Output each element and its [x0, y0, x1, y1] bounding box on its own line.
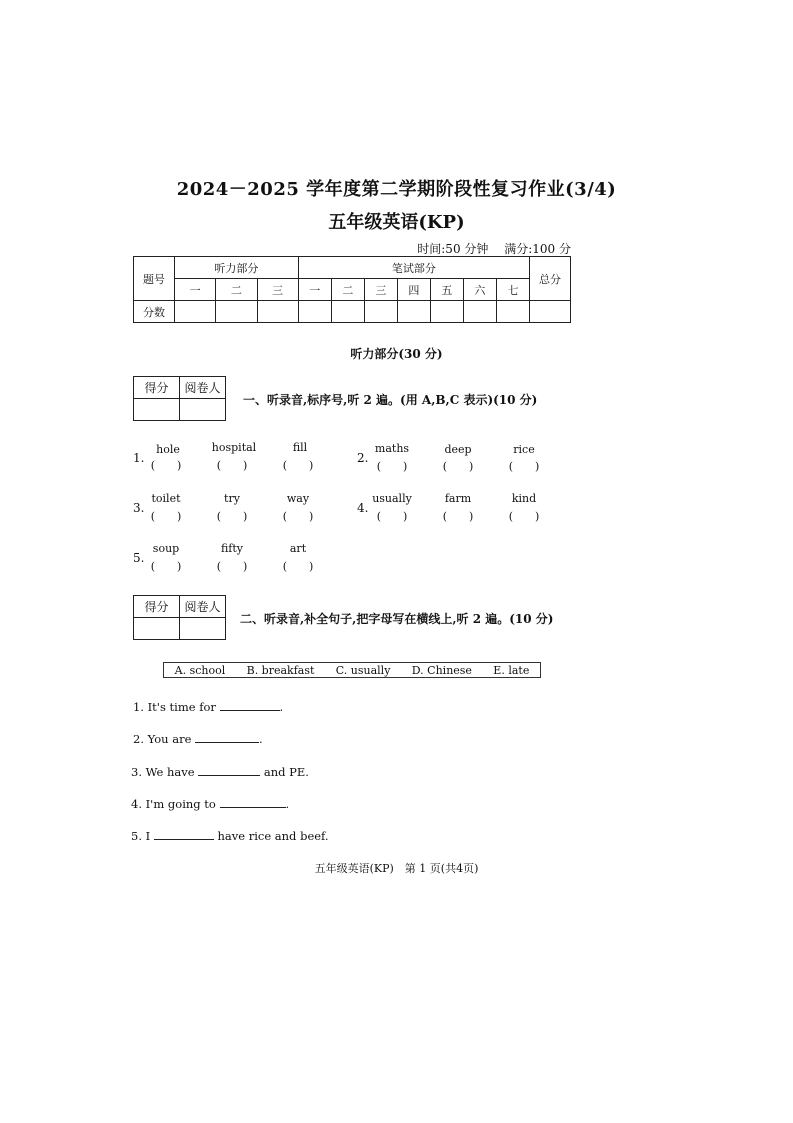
part1-title: 一、听录音,标序号,听 2 遍。(用 A,B,C 表示)(10 分): [243, 393, 538, 407]
page-subtitle: 五年级英语(KP): [328, 212, 465, 233]
answer-paren[interactable]: ( ): [150, 560, 182, 573]
option-c: C. usually: [335, 663, 391, 677]
sentence-text: .: [285, 797, 290, 811]
sentence-text: have rice and beef.: [217, 829, 329, 843]
item-number: 3.: [133, 501, 145, 515]
score-table: [133, 256, 571, 323]
sentence-text: .: [259, 732, 263, 746]
page-footer: 五年级英语(KP) 第 1 页(共4页): [314, 862, 479, 875]
sentence-text: .: [279, 700, 284, 714]
word-options-box: [163, 662, 541, 678]
answer-paren[interactable]: ( ): [376, 460, 408, 473]
score-cell[interactable]: [175, 301, 216, 323]
total-label: 总分: [530, 257, 571, 301]
col-header: 七: [496, 279, 529, 301]
word: try: [224, 492, 240, 505]
score-cell[interactable]: [216, 301, 257, 323]
answer-paren[interactable]: ( ): [216, 459, 248, 472]
grader-score-label: 得分: [134, 377, 180, 399]
option-e: E. late: [493, 663, 530, 677]
item-number: 5.: [133, 551, 145, 565]
grader-score-cell[interactable]: [134, 618, 180, 640]
sentence-number: 3.: [131, 765, 142, 779]
grader-reviewer-cell[interactable]: [180, 618, 226, 640]
answer-paren[interactable]: ( ): [282, 510, 314, 523]
answer-paren[interactable]: ( ): [508, 460, 540, 473]
sentence-number: 1.: [133, 700, 144, 714]
item-number: 1.: [133, 451, 145, 465]
total-score-cell[interactable]: [530, 301, 571, 323]
item-number: 2.: [357, 451, 369, 465]
answer-blank[interactable]: [154, 828, 214, 840]
word: farm: [444, 492, 472, 505]
option-a: A. school: [174, 663, 226, 677]
sentence-4: [131, 796, 289, 811]
page-title: 2024－2025 学年度第二学期阶段性复习作业(3/4): [176, 179, 617, 200]
col-header: 二: [331, 279, 364, 301]
col-header: 五: [430, 279, 463, 301]
answer-paren[interactable]: ( ): [508, 510, 540, 523]
score-cell[interactable]: [364, 301, 397, 323]
word: fill: [292, 441, 308, 454]
sentence-1: [133, 699, 283, 714]
sentence-3: [131, 764, 309, 779]
word: art: [289, 542, 307, 555]
exam-info: [405, 240, 571, 257]
sentence-text: It's time for: [147, 700, 216, 714]
row-label: 题号: [134, 257, 175, 301]
sentence-number: 4.: [131, 797, 142, 811]
col-header: 六: [463, 279, 496, 301]
col-header: 三: [257, 279, 298, 301]
grader-reviewer-label: 阅卷人: [180, 596, 226, 618]
sentence-text: I'm going to: [145, 797, 216, 811]
sentence-number: 2.: [133, 732, 144, 746]
grader-box-part1: [133, 376, 226, 421]
word: fifty: [220, 542, 244, 555]
sentence-5: [131, 828, 329, 843]
answer-paren[interactable]: ( ): [376, 510, 408, 523]
score-cell[interactable]: [430, 301, 463, 323]
word: rice: [513, 443, 535, 456]
option-d: D. Chinese: [411, 663, 472, 677]
word: hole: [156, 443, 180, 456]
listening-label: 听力部分: [175, 257, 299, 279]
word: usually: [372, 492, 412, 505]
word: deep: [444, 443, 472, 456]
answer-paren[interactable]: ( ): [282, 459, 314, 472]
answer-blank[interactable]: [220, 699, 280, 711]
sentence-2: [133, 731, 263, 746]
grader-box-part2: [133, 595, 226, 640]
grader-score-cell[interactable]: [134, 399, 180, 421]
score-label: 分数: [134, 301, 175, 323]
grader-score-label: 得分: [134, 596, 180, 618]
word: kind: [511, 492, 537, 505]
word: hospital: [211, 441, 257, 454]
score-cell[interactable]: [397, 301, 430, 323]
answer-paren[interactable]: ( ): [150, 510, 182, 523]
sentence-text: You are: [147, 732, 192, 746]
score-cell[interactable]: [331, 301, 364, 323]
word: way: [286, 492, 310, 505]
word: soup: [152, 542, 180, 555]
score-cell[interactable]: [496, 301, 529, 323]
grader-reviewer-cell[interactable]: [180, 399, 226, 421]
option-b: B. breakfast: [246, 663, 315, 677]
answer-blank[interactable]: [198, 764, 260, 776]
writing-label: 笔试部分: [298, 257, 529, 279]
answer-paren[interactable]: ( ): [442, 510, 474, 523]
answer-paren[interactable]: ( ): [216, 560, 248, 573]
col-header: 二: [216, 279, 257, 301]
answer-paren[interactable]: ( ): [216, 510, 248, 523]
sentence-text: We have: [145, 765, 195, 779]
col-header: 四: [397, 279, 430, 301]
answer-paren[interactable]: ( ): [150, 459, 182, 472]
answer-blank[interactable]: [220, 796, 286, 808]
col-header: 一: [298, 279, 331, 301]
col-header: 三: [364, 279, 397, 301]
grader-reviewer-label: 阅卷人: [180, 377, 226, 399]
word: maths: [374, 442, 410, 455]
answer-paren[interactable]: ( ): [442, 460, 474, 473]
sentence-text: and PE.: [263, 765, 309, 779]
answer-paren[interactable]: ( ): [282, 560, 314, 573]
full-score: 满分:100 分: [504, 242, 571, 256]
score-cell[interactable]: [463, 301, 496, 323]
score-cell[interactable]: [298, 301, 331, 323]
score-cell[interactable]: [257, 301, 298, 323]
part2-title: 二、听录音,补全句子,把字母写在横线上,听 2 遍。(10 分): [240, 612, 554, 626]
sentence-text: I: [145, 829, 151, 843]
answer-blank[interactable]: [195, 731, 259, 743]
word: toilet: [151, 492, 181, 505]
listening-section-header: 听力部分(30 分): [350, 347, 443, 361]
sentence-number: 5.: [131, 829, 142, 843]
item-number: 4.: [357, 501, 369, 515]
col-header: 一: [175, 279, 216, 301]
time-limit: 时间:50 分钟: [417, 242, 489, 256]
